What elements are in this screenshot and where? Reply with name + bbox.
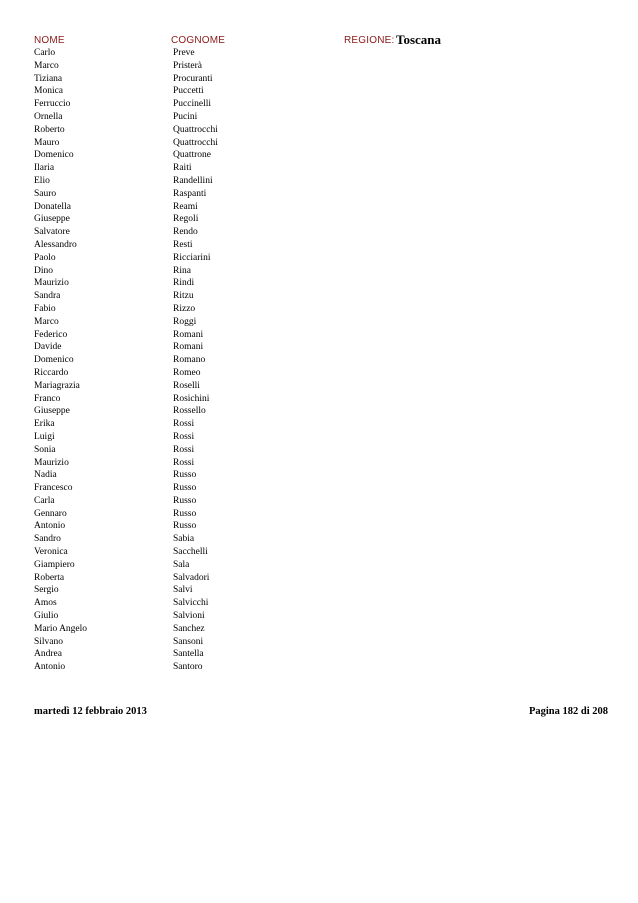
- list-row: [0, 47, 638, 60]
- nome-cell: Sandra: [34, 291, 61, 302]
- cognome-cell: Roselli: [173, 380, 200, 391]
- nome-cell: Salvatore: [34, 227, 70, 238]
- list-row: [0, 226, 638, 239]
- nome-cell: Marco: [34, 316, 59, 327]
- cognome-cell: Resti: [173, 239, 193, 250]
- nome-cell: Francesco: [34, 483, 73, 494]
- nome-cell: Giampiero: [34, 559, 75, 570]
- nome-cell: Silvano: [34, 636, 64, 647]
- cognome-cell: Roggi: [173, 316, 197, 327]
- list-row: [0, 559, 638, 572]
- cognome-cell: Rindi: [173, 278, 195, 289]
- cognome-cell: Russo: [173, 483, 197, 494]
- list-row: [0, 149, 638, 162]
- nome-cell: Ferruccio: [34, 99, 71, 110]
- list-row: [0, 162, 638, 175]
- name-list: [0, 47, 638, 674]
- nome-cell: Giuseppe: [34, 406, 70, 417]
- list-row: [0, 60, 638, 73]
- list-row: [0, 405, 638, 418]
- footer-page-number: Pagina 182 di 208: [528, 706, 608, 717]
- cognome-cell: Romano: [173, 355, 206, 366]
- cognome-cell: Procuranti: [173, 73, 213, 84]
- nome-cell: Antonio: [34, 521, 66, 532]
- cognome-cell: Salvi: [173, 585, 193, 596]
- list-row: [0, 572, 638, 585]
- nome-cell: Mario Angelo: [34, 623, 88, 634]
- nome-cell: Ilaria: [34, 163, 55, 174]
- nome-cell: Ornella: [34, 111, 63, 122]
- nome-cell: Davide: [34, 342, 62, 353]
- cognome-cell: Ricciarini: [173, 252, 211, 263]
- list-row: [0, 188, 638, 201]
- nome-cell: Tiziana: [34, 73, 63, 84]
- list-row: [0, 648, 638, 661]
- list-row: [0, 482, 638, 495]
- list-row: [0, 277, 638, 290]
- nome-cell: Giulio: [34, 611, 59, 622]
- cognome-cell: Santoro: [173, 662, 203, 673]
- cognome-cell: Sacchelli: [173, 547, 208, 558]
- list-row: [0, 316, 638, 329]
- nome-cell: Erika: [34, 419, 55, 430]
- cognome-cell: Rina: [173, 265, 191, 276]
- cognome-cell: Rossello: [173, 406, 206, 417]
- list-row: [0, 73, 638, 86]
- list-row: [0, 469, 638, 482]
- cognome-cell: Russo: [173, 508, 197, 519]
- nome-cell: Sandro: [34, 534, 61, 545]
- list-row: [0, 303, 638, 316]
- list-row: [0, 597, 638, 610]
- list-row: [0, 393, 638, 406]
- nome-cell: Domenico: [34, 355, 74, 366]
- cognome-cell: Rossi: [173, 457, 195, 468]
- nome-cell: Veronica: [34, 547, 68, 558]
- nome-cell: Amos: [34, 598, 57, 609]
- nome-cell: Mauro: [34, 137, 60, 148]
- nome-cell: Paolo: [34, 252, 56, 263]
- cognome-cell: Salvicchi: [173, 598, 209, 609]
- nome-cell: Nadia: [34, 470, 57, 481]
- nome-cell: Maurizio: [34, 278, 69, 289]
- nome-cell: Antonio: [34, 662, 66, 673]
- list-row: [0, 252, 638, 265]
- nome-cell: Franco: [34, 393, 61, 404]
- list-row: [0, 175, 638, 188]
- cognome-cell: Reami: [173, 201, 198, 212]
- column-header-cognome: COGNOME: [171, 35, 226, 46]
- list-row: [0, 201, 638, 214]
- cognome-cell: Raiti: [173, 163, 192, 174]
- list-row: [0, 520, 638, 533]
- cognome-cell: Quattrone: [173, 150, 211, 161]
- cognome-cell: Rossi: [173, 444, 195, 455]
- list-row: [0, 124, 638, 137]
- list-row: [0, 444, 638, 457]
- list-row: [0, 98, 638, 111]
- list-row: [0, 380, 638, 393]
- cognome-cell: Romani: [173, 329, 204, 340]
- nome-cell: Elio: [34, 175, 50, 186]
- nome-cell: Mariagrazia: [34, 380, 80, 391]
- cognome-cell: Quattrocchi: [173, 124, 218, 135]
- nome-cell: Sonia: [34, 444, 56, 455]
- list-row: [0, 213, 638, 226]
- nome-cell: Carla: [34, 495, 55, 506]
- nome-cell: Donatella: [34, 201, 71, 212]
- cognome-cell: Puccinelli: [173, 99, 211, 110]
- nome-cell: Luigi: [34, 431, 55, 442]
- list-row: [0, 341, 638, 354]
- cognome-cell: Puccetti: [173, 86, 204, 97]
- nome-cell: Roberto: [34, 124, 65, 135]
- nome-cell: Roberta: [34, 572, 65, 583]
- cognome-cell: Rossi: [173, 419, 195, 430]
- cognome-cell: Randellini: [173, 175, 213, 186]
- list-row: [0, 111, 638, 124]
- column-header-nome: NOME: [34, 35, 65, 46]
- nome-cell: Alessandro: [34, 239, 77, 250]
- list-row: [0, 623, 638, 636]
- list-row: [0, 265, 638, 278]
- regione-label: REGIONE:: [344, 35, 395, 46]
- nome-cell: Carlo: [34, 48, 56, 58]
- regione-value: Toscana: [396, 32, 442, 47]
- cognome-cell: Salvioni: [173, 611, 205, 622]
- nome-cell: Fabio: [34, 303, 56, 314]
- list-row: [0, 546, 638, 559]
- list-row: [0, 457, 638, 470]
- nome-cell: Riccardo: [34, 367, 69, 378]
- cognome-cell: Regoli: [173, 214, 199, 225]
- cognome-cell: Pristerà: [173, 60, 203, 71]
- nome-cell: Sergio: [34, 585, 59, 596]
- nome-cell: Giuseppe: [34, 214, 70, 225]
- cognome-cell: Sanchez: [173, 623, 205, 634]
- list-row: [0, 661, 638, 674]
- list-row: [0, 610, 638, 623]
- cognome-cell: Romani: [173, 342, 204, 353]
- nome-cell: Gennaro: [34, 508, 67, 519]
- cognome-cell: Russo: [173, 521, 197, 532]
- cognome-cell: Preve: [173, 48, 195, 58]
- list-row: [0, 418, 638, 431]
- list-row: [0, 584, 638, 597]
- nome-cell: Maurizio: [34, 457, 69, 468]
- footer-date: martedì 12 febbraio 2013: [34, 706, 147, 717]
- nome-cell: Andrea: [34, 649, 62, 660]
- cognome-cell: Russo: [173, 495, 197, 506]
- list-row: [0, 85, 638, 98]
- cognome-cell: Rossi: [173, 431, 195, 442]
- nome-cell: Sauro: [34, 188, 57, 199]
- cognome-cell: Sabia: [173, 534, 195, 545]
- cognome-cell: Rosichini: [173, 393, 210, 404]
- cognome-cell: Sansoni: [173, 636, 204, 647]
- cognome-cell: Santella: [173, 649, 204, 660]
- list-row: [0, 367, 638, 380]
- cognome-cell: Sala: [173, 559, 190, 570]
- list-row: [0, 329, 638, 342]
- cognome-cell: Pucini: [173, 111, 198, 122]
- list-row: [0, 495, 638, 508]
- cognome-cell: Ritzu: [173, 291, 194, 302]
- cognome-cell: Rendo: [173, 227, 198, 238]
- cognome-cell: Raspanti: [173, 188, 207, 199]
- list-row: [0, 137, 638, 150]
- list-row: [0, 239, 638, 252]
- nome-cell: Dino: [34, 265, 53, 276]
- list-row: [0, 533, 638, 546]
- cognome-cell: Rizzo: [173, 303, 196, 314]
- list-row: [0, 290, 638, 303]
- nome-cell: Domenico: [34, 150, 74, 161]
- cognome-cell: Russo: [173, 470, 197, 481]
- nome-cell: Federico: [34, 329, 68, 340]
- cognome-cell: Salvadori: [173, 572, 210, 583]
- list-row: [0, 508, 638, 521]
- cognome-cell: Quattrocchi: [173, 137, 218, 148]
- nome-cell: Marco: [34, 60, 59, 71]
- list-row: [0, 431, 638, 444]
- list-row: [0, 636, 638, 649]
- list-row: [0, 354, 638, 367]
- nome-cell: Monica: [34, 86, 64, 97]
- cognome-cell: Romeo: [173, 367, 201, 378]
